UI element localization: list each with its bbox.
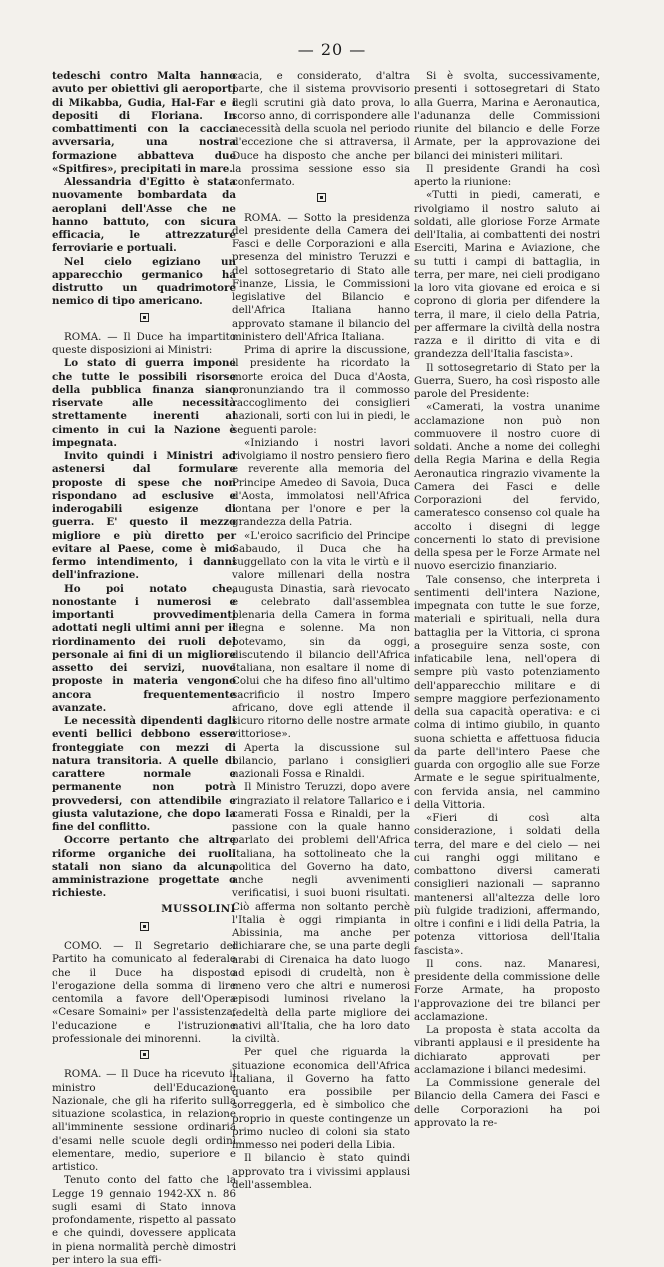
section-separator <box>52 922 236 936</box>
paragraph: La Commissione generale del Bilancio della Camera dei Fasci e delle Corporazioni ha poi approvato la re- <box>414 1077 600 1129</box>
paragraph: Aperta la discussione sul bilancio, parlano i consiglieri nazionali Fossa e Rinaldi. <box>232 741 410 780</box>
section-separator <box>52 313 236 327</box>
paragraph: ROMA. — Sotto la presidenza del presidente della Camera dei Fasci e delle Corporazioni e alla presenza del ministro Teruzzi e del sottosegretario di Stato alle Finanze, Lissia, le Commissioni legislative del Bilancio e dell'Africa Italiana hanno approvato stamane il bilancio del ministero dell'Africa Italiana. <box>232 211 410 343</box>
paragraph: Il presidente Grandi ha così aperto la riunione: <box>414 162 600 188</box>
paragraph: Il Ministro Teruzzi, dopo avere ringraziato il relatore Tallarico e i camerati Fossa e Rinaldi, per la passione con la quale hanno parlato dei problemi dell'Africa Italiana, ha sottolineato che la politica del Governo ha dato, anche negli avvenimenti verificatisi, i suoi buoni risultati. Ciò afferma non soltanto perchè l'Italia è oggi rimpianta in Abissinia, ma anche per dichiarare che, se una parte degli arabi di Cirenaica ha dato luogo ad episodi di crudeltà, non è meno vero che altri e numerosi episodi luminosi rivelano la fedeltà della parte migliore dei nativi all'Italia, che ha loro dato la civiltà. <box>232 781 410 1045</box>
column-left <box>52 70 236 1266</box>
separator-ornament-icon <box>140 313 149 322</box>
paragraph: Nel cielo egiziano un apparecchio germanico ha distrutto un quadrimotore nemico di tipo americano. <box>52 255 236 308</box>
paragraph: Tenuto conto del fatto che la Legge 19 gennaio 1942-XX n. 86 sugli esami di Stato innova profondamente, rispetto al passato e che quindi, dovessere applicata in piena normalità perchè dimostri per intero la sua effi- <box>52 1174 236 1266</box>
paragraph: tedeschi contro Malta hanno avuto per obiettivi gli aeroporti di Mikabba, Gudia, Hal-Far e i depositi di Floriana. In combattimenti con la caccia avversaria, una nostra formazione abbatteva due «Spitfires», precipitati in mare. <box>52 70 236 175</box>
paragraph: Occorre pertanto che altre riforme organiche dei ruoli statali non siano da alcuna amministrazione progettate o richieste. <box>52 834 236 900</box>
paragraph: COMO. — Il Segretario del Partito ha comunicato al federale che il Duce ha disposto l'erogazione della somma di lire centomila a favore dell'Opera «Cesare Somaini» per l'assistenza, l'educazione e l'istruzione professionale dei minorenni. <box>52 940 236 1045</box>
paragraph: «Iniziando i nostri lavori rivolgiamo il nostro pensiero fiero e reverente alla memoria del Principe Amedeo di Savoia, Duca d'Aosta, immolatosi nell'Africa lontana per l'onore e per la grandezza della Patria. <box>232 436 410 529</box>
paragraph: Si è svolta, successivamente, presenti i sottosegretari di Stato alla Guerra, Marina e Aeronautica, l'adunanza delle Commissioni riunite del bilancio e delle Forze Armate, per la approvazione dei bilanci dei ministeri militari. <box>414 70 600 162</box>
paragraph: Le necessità dipendenti dagli eventi bellici debbono essere fronteggiate con mezzi di natura transitoria. A quelle di carattere normale e permanente non potrà provvedersi, con attendibile e giusta valutazione, che dopo la fine del conflitto. <box>52 715 236 833</box>
paragraph: Ho poi notato che, nonostante i numerosi e importanti provvedimenti adottati negli ultimi anni per il riordinamento dei ruoli del personale ai fini di un migliore assetto dei servizi, nuove proposte in materia vengono ancora frequentemente avanzate. <box>52 582 236 714</box>
paragraph: «Tutti in piedi, camerati, e rivolgiamo il nostro saluto ai soldati, alle gloriose Forze Armate dell'Italia, ai combattenti dei nostri Eserciti, Marina e Aviazione, che su tutti i campi di battaglia, in terra, per mare, nei cieli prodigano la loro vita giovane ed eroica e si coprono di gloria per difendere la terra, il mare, il cielo della Patria, per affermare la civiltà della nostra razza e il diritto di vita e di grandezza dell'Italia fascista». <box>414 189 600 361</box>
signature: MUSSOLINI <box>161 902 236 915</box>
column-right <box>414 70 600 1129</box>
paragraph: «Fieri di così alta considerazione, i soldati della terra, del mare e del cielo — nei cui ranghi oggi militano e combattono diversi camerati consiglieri nazionali — sapranno mantenersi all'altezza delle loro più fulgide tradizioni, affermando, oltre i confini e i lidi della Patria, la potenza vittoriosa dell'Italia fascista». <box>414 812 600 957</box>
separator-ornament-icon <box>140 1050 149 1059</box>
paragraph: Lo stato di guerra impone che tutte le possibili risorse della pubblica finanza siano riservate alle necessità strettamente inerenti al cimento in cui la Nazione è impegnata. <box>52 357 236 449</box>
section-separator <box>232 193 410 207</box>
paragraph: La proposta è stata accolta da vibranti applausi e il presidente ha dichiarato approvati per acclamazione i bilanci medesimi. <box>414 1024 600 1076</box>
paragraph: Il sottosegretario di Stato per la Guerra, Suero, ha così risposto alle parole del Presidente: <box>414 361 600 400</box>
paragraph: Il cons. naz. Manaresi, presidente della commissione delle Forze Armate, ha proposto l'approvazione dei tre bilanci per acclamazione. <box>414 957 600 1023</box>
section-separator <box>52 1050 236 1064</box>
separator-ornament-icon <box>317 193 326 202</box>
paragraph: cacia, e considerato, d'altra parte, che il sistema provvisorio degli scrutini già dato prova, lo scorso anno, di corrispondere alle necessità della scuola nel periodo d'eccezione che si attraversa, il Duce ha disposto che anche per la prossima sessione esso sia confermato. <box>232 70 410 188</box>
separator-ornament-icon <box>140 922 149 931</box>
paragraph: Tale consenso, che interpreta i sentimenti dell'intera Nazione, impegnata con tutte le sue forze, materiali e spirituali, nella dura battaglia per la Vittoria, ci sprona a proseguire senza soste, con infaticabile lena, nell'opera di sempre più vasto potenziamento dell'apparecchio militare e di sempre maggiore perfezionamento della sua capacità operativa: e ci colma di intimo giubilo, in quanto suona schietta e affettuosa fiducia da parte dell'intero Paese che guarda con orgoglio alle sue Forze Armate e le segue spiritualmente, con fervida ansia, nel cammino della Vittoria. <box>414 573 600 811</box>
paragraph: «Camerati, la vostra unanime acclamazione non può non commuovere il nostro cuore di soldati. Anche a nome dei colleghi della Regia Marina e della Regia Aeronautica ringrazio vivamente la Camera dei Fasci e delle Corporazioni del fervido, cameratesco consenso col quale ha accolto i disegni di legge concernenti lo stato di previsione della spesa per le Forze Armate nel nuovo esercizio finanziario. <box>414 401 600 573</box>
paragraph: Il bilancio è stato quindi approvato tra i vivissimi applausi dell'assemblea. <box>232 1152 410 1191</box>
paragraph: Prima di aprire la discussione, il presidente ha ricordato la morte eroica del Duca d'Aosta, pronunziando tra il commosso raccoglimento dei consiglieri nazionali, sorti con lui in piedi, le seguenti parole: <box>232 344 410 436</box>
paragraph: ROMA. — Il Duce ha ricevuto il ministro dell'Educazione Nazionale, che gli ha riferito sulla situazione scolastica, in relazione all'imminente sessione ordinaria d'esami nelle scuole degli ordini elementare, medio, superiore e artistico. <box>52 1068 236 1173</box>
column-middle <box>232 70 410 1191</box>
paragraph: Alessandria d'Egitto è stata nuovamente bombardata da aeroplani dell'Asse che ne hanno battuto, con sicura efficacia, le attrezzature ferroviarie e portuali. <box>52 176 236 255</box>
paragraph: Invito quindi i Ministri ad astenersi dal formulare proposte di spese che non rispondano ad esclusive e inderogabili esigenze di guerra. E' questo il mezzo migliore e più diretto per evitare al Paese, come è mio fermo intendimento, i danni dell'infrazione. <box>52 450 236 582</box>
paragraph: ROMA. — Il Duce ha impartito queste disposizioni ai Ministri: <box>52 330 236 356</box>
paragraph: «L'eroico sacrificio del Principe Sabaudo, il Duca che ha suggellato con la vita le virtù e il valore millenari della nostra augusta Dinastia, sarà rievocato e celebrato dall'assemblea plenaria della Camera in forma degna e solenne. Ma non potevamo, sin da oggi, discutendo il bilancio dell'Africa Italiana, non esaltare il nome di Colui che ha difeso fino all'ultimo sacrificio il nostro Impero africano, dove egli attende il sicuro ritorno delle nostre armate vittoriose». <box>232 529 410 741</box>
page-number: — 20 — <box>297 40 367 59</box>
paragraph: Per quel che riguarda la situazione economica dell'Africa Italiana, il Governo ha fatto quanto era possibile per sorreggerla, ed è simbolico che proprio in queste contingenze un primo nucleo di coloni sia stato immesso nei poderi della Libia. <box>232 1046 410 1151</box>
